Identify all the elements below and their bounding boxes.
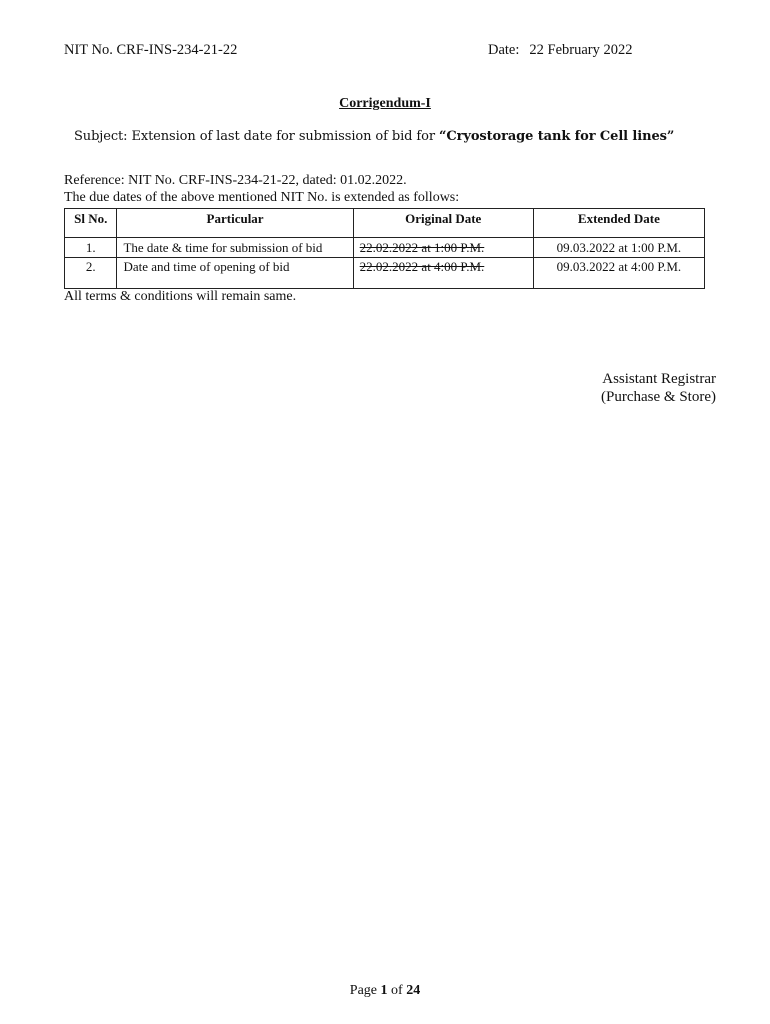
subject-item: “Cryostorage tank for Cell lines” bbox=[439, 129, 675, 144]
cell-original-date: 22.02.2022 at 1:00 P.M. bbox=[353, 238, 533, 258]
cell-extended-date: 09.03.2022 at 4:00 P.M. bbox=[533, 258, 704, 289]
page-total: 24 bbox=[406, 983, 421, 998]
signatory-department: (Purchase & Store) bbox=[601, 389, 716, 405]
table-row bbox=[65, 238, 705, 258]
page-word: Page bbox=[349, 983, 378, 998]
header-original-date: Original Date bbox=[353, 209, 533, 238]
subject-line bbox=[74, 129, 674, 144]
table-row bbox=[65, 258, 705, 289]
signature-block bbox=[560, 370, 716, 406]
cell-sl-no: 2. bbox=[65, 258, 117, 289]
cell-sl-no: 1. bbox=[65, 238, 117, 258]
date-value: 22 February 2022 bbox=[529, 42, 633, 58]
header-particular: Particular bbox=[117, 209, 353, 238]
due-dates-intro: The due dates of the above mentioned NIT No. is extended as follows: bbox=[64, 190, 460, 205]
page-footer bbox=[0, 983, 770, 999]
header-extended-date: Extended Date bbox=[533, 209, 704, 238]
document-date bbox=[488, 42, 633, 59]
table-header-row bbox=[65, 209, 705, 238]
header-sl-no: Sl No. bbox=[65, 209, 117, 238]
dates-table bbox=[64, 208, 705, 289]
signatory-title: Assistant Registrar bbox=[602, 371, 716, 387]
cell-extended-date: 09.03.2022 at 1:00 P.M. bbox=[533, 238, 704, 258]
page-number: 1 bbox=[380, 983, 388, 998]
cell-particular: Date and time of opening of bid bbox=[117, 258, 353, 289]
of-word: of bbox=[391, 983, 403, 998]
date-label: Date: bbox=[488, 42, 520, 58]
subject-prefix: Subject: Extension of last date for submission of bid for bbox=[74, 129, 439, 144]
document-title: Corrigendum-I bbox=[339, 96, 431, 111]
terms-note: All terms & conditions will remain same. bbox=[64, 289, 297, 304]
nit-number: NIT No. CRF-INS-234-21-22 bbox=[64, 42, 238, 58]
cell-original-date: 22.02.2022 at 4:00 P.M. bbox=[353, 258, 533, 289]
cell-particular: The date & time for submission of bid bbox=[117, 238, 353, 258]
reference-line: Reference: NIT No. CRF-INS-234-21-22, dated: 01.02.2022. bbox=[64, 173, 407, 188]
